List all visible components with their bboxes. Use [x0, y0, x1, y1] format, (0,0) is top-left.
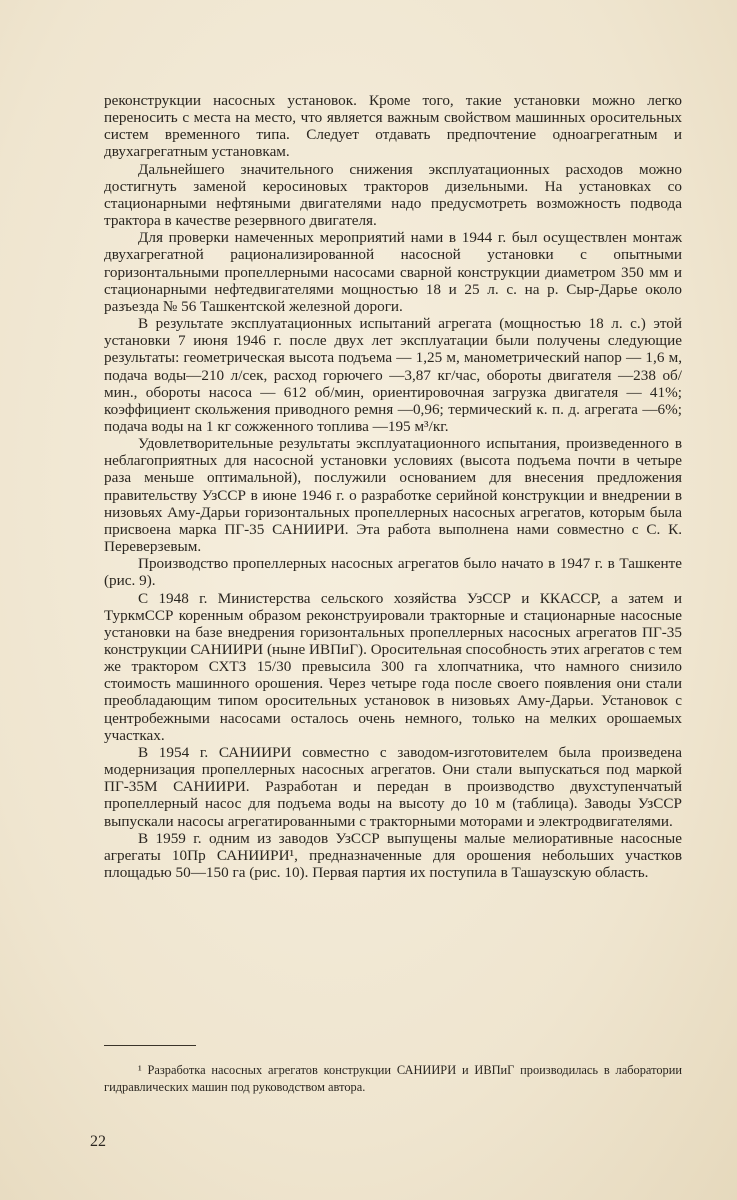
body-text	[104, 92, 682, 881]
paragraph-3: Для проверки намеченных мероприятий нами в 1944 г. был осуществлен монтаж двухагрегатной рационализированной насосной установки с опытными горизонтальными пропеллерными насосами сварной конструкции диаметром 350 мм и стационарными нефтедвигателями мощностью 18 и 25 л. с. на р. Сыр-Дарье около разъезда № 56 Ташкентской железной дороги.	[104, 229, 682, 315]
paragraph-8: В 1954 г. САНИИРИ совместно с заводом-изготовителем была произведена модернизация пропеллерных насосных агрегатов. Они стали выпускаться под маркой ПГ-35М САНИИРИ. Разработан и передан в производство двухступенчатый пропеллерный насос для подъема воды на высоту до 10 м (таблица). Заводы УзССР выпускали насосы агрегатированными с тракторными моторами и электродвигателями.	[104, 743, 682, 830]
footnote-divider	[104, 1045, 196, 1046]
paragraph-7: С 1948 г. Министерства сельского хозяйства УзССР и ККАССР, а затем и ТуркмССР коренным образом реконструировали тракторные и стационарные насосные установки на базе внедрения горизонтальных пропеллерных насосных агрегатов ПГ-35 конструкции САНИИРИ (ныне ИВПиГ). Оросительная способность этих агрегатов с тем же трактором СХТЗ 15/30 превысила 300 га хлопчатника, что намного снизило стоимость машинного орошения. Через четыре года после своего появления они стали преобладающим типом оросительных установок в низовьях Аму-Дарьи. Установок с центробежными насосами осталось очень немного, только на мелких орошаемых участках.	[104, 589, 682, 744]
paragraph-4: В результате эксплуатационных испытаний агрегата (мощностью 18 л. с.) этой установки 7 июня 1946 г. после двух лет эксплуатации были получены следующие результаты: геометрическая высота подъема — 1,25 м, манометрический напор — 1,6 м, подача воды—210 л/сек, расход горючего —3,87 кг/час, обороты двигателя —238 об/мин., обороты насоса — 612 об/мин, ориентировочная загрузка двигателя — 41%; коэффициент скольжения приводного ремня —0,96; термический к. п. д. агрегата —6%; подача воды на 1 кг сожженного топлива —195 м³/кг.	[104, 315, 682, 435]
paragraph-6: Производство пропеллерных насосных агрегатов было начато в 1947 г. в Ташкенте (рис. 9).	[104, 555, 682, 590]
footnote: ¹ Разработка насосных агрегатов конструкции САНИИРИ и ИВПиГ производилась в лаборатории гидравлических машин под руководством автора.	[104, 1063, 682, 1095]
paragraph-1: реконструкции насосных установок. Кроме того, такие установки можно легко переносить с места на место, что является важным свойством машинных оросительных систем временного типа. Следует отдавать предпочтение одноагрегатным и двухагрегатным установкам.	[104, 92, 682, 161]
paragraph-2: Дальнейшего значительного снижения эксплуатационных расходов можно достигнуть заменой керосиновых тракторов дизельными. На установках со стационарными нефтяными двигателями надо предусмотреть возможность подвода трактора в качестве резервного двигателя.	[104, 160, 682, 230]
page-number: 22	[90, 1133, 106, 1150]
paragraph-9: В 1959 г. одним из заводов УзССР выпущены малые мелиоративные насосные агрегаты 10Пр САНИИРИ¹, предназначенные для орошения небольших участков площадью 50—150 га (рис. 10). Первая партия их поступила в Ташаузскую область.	[104, 829, 682, 882]
paragraph-5: Удовлетворительные результаты эксплуатационного испытания, произведенного в неблагоприятных для насосной установки условиях (высота подъема почти в четыре раза меньше оптимальной), послужили основанием для внесения предложения правительству УзССР в июне 1946 г. о разработке серийной конструкции и внедрении в низовьях Аму-Дарьи горизонтальных пропеллерных насосных агрегатов, которым была присвоена марка ПГ-35 САНИИРИ. Эта работа выполнена нами совместно с С. К. Переверзевым.	[104, 435, 682, 556]
